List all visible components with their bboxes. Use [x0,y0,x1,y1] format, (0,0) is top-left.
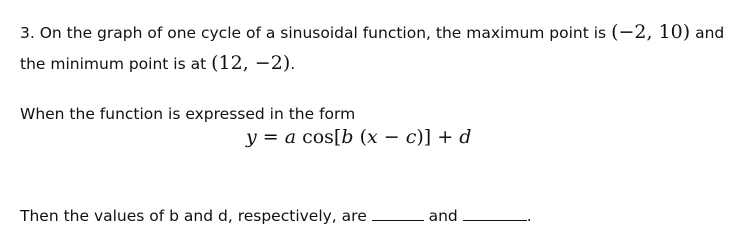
answer-blank-b[interactable] [372,206,424,221]
formula-b: b [341,126,354,148]
formula-cos: cos[ [296,126,342,148]
maximum-point: (−2, 10) [611,21,691,43]
period-1: . [290,55,296,73]
and-text-2: and [428,207,458,225]
answer-blank-d[interactable] [463,206,527,221]
formula-x: x [366,126,378,148]
period-2: . [526,207,532,225]
formula-a: a [284,126,297,148]
question-number: 3. [20,24,35,42]
minimum-point: (12, −2) [211,52,291,74]
question-text-3: When the function is expressed in the form [20,105,356,123]
question-line-2 [20,53,295,74]
question-line-4 [20,206,532,226]
formula-open-paren: ( [353,126,367,148]
formula-d: d [459,126,472,148]
formula-y: y [246,126,257,148]
question-line-1 [20,22,724,43]
question-line-3 [20,104,355,124]
function-formula [246,125,471,149]
formula-equals: = [256,126,285,148]
formula-close: )] + [416,126,460,148]
question-text-2: the minimum point is at [20,55,207,73]
formula-minus: − [377,126,406,148]
question-text-4: Then the values of b and d, respectively, are [20,207,367,225]
question-text-1: On the graph of one cycle of a sinusoidal function, the maximum point is [39,24,607,42]
formula-c: c [405,126,417,148]
and-text-1: and [695,24,725,42]
